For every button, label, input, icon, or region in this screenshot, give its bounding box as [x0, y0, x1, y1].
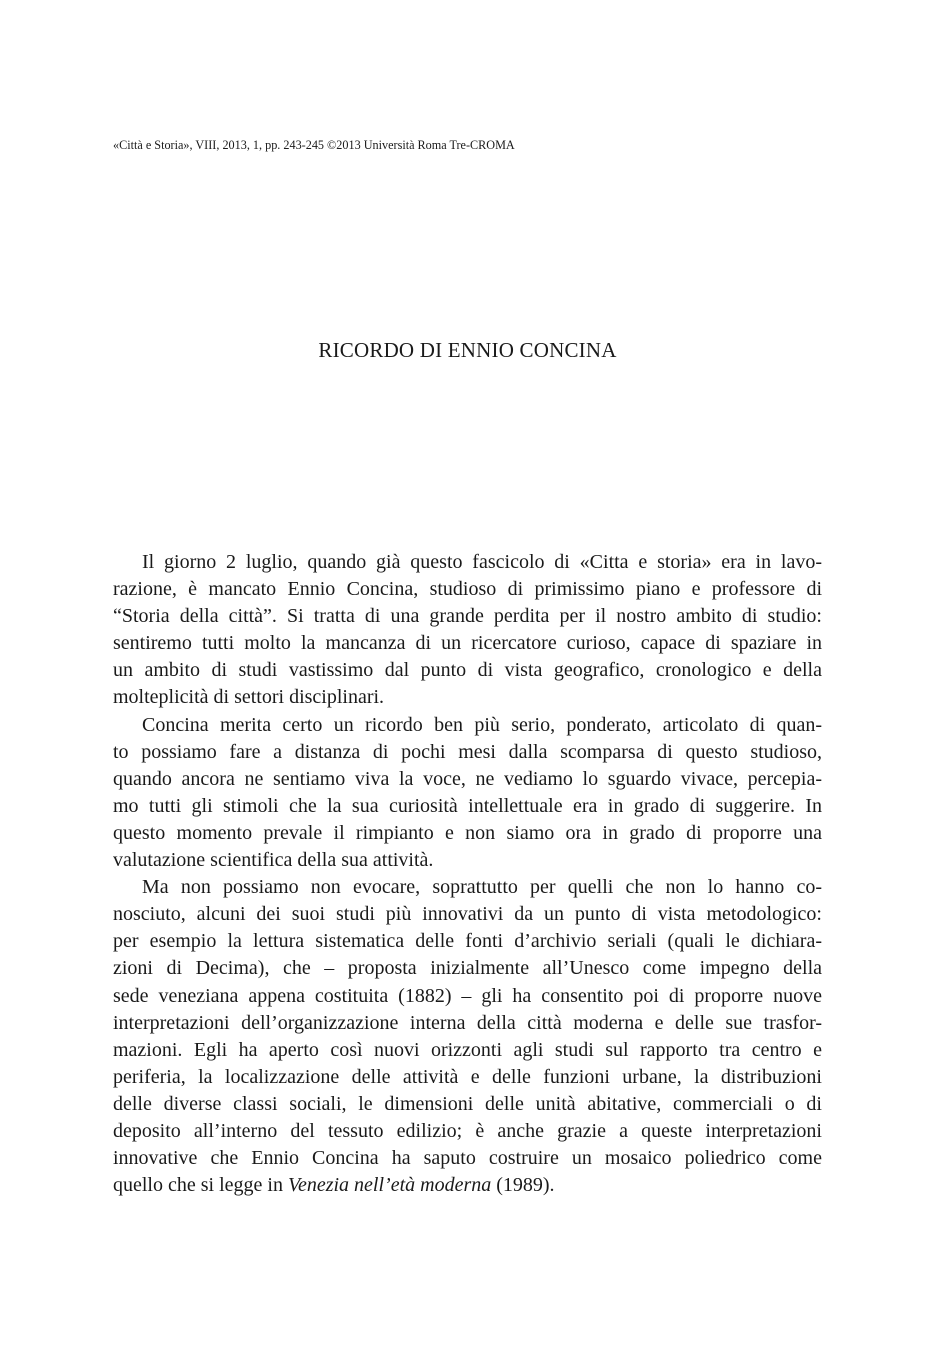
text-line: interpretazioni dell’organizzazione interna della città moderna e delle sue trasfor- — [113, 1011, 822, 1034]
closing-line-before: quello che si legge in — [113, 1174, 288, 1197]
text-line: nosciuto, alcuni dei suoi studi più innovativi da un punto di vista metodologico: — [113, 903, 822, 926]
text-line: sede veneziana appena costituita (1882) – gli ha consentito poi di proporre nuove — [113, 984, 822, 1007]
text-line: Ma non possiamo non evocare, soprattutto per quelli che non lo hanno co- — [142, 876, 822, 899]
running-head: «Città e Storia», VIII, 2013, 1, pp. 243-245 ©2013 Università Roma Tre-CROMA — [113, 138, 515, 152]
text-line: “Storia della città”. Si tratta di una grande perdita per il nostro ambito di studio: — [113, 605, 822, 628]
text-line: Il giorno 2 luglio, quando già questo fascicolo di «Citta e storia» era in lavo- — [142, 551, 822, 573]
text-line: mo tutti gli stimoli che la sua curiosità intellettuale era in grado di suggerire. In — [113, 794, 822, 817]
text-line: innovative che Ennio Concina ha saputo costruire un mosaico poliedrico come — [113, 1147, 822, 1170]
text-line: zioni di Decima), che – proposta inizialmente all’Unesco come impegno della — [113, 957, 822, 980]
book-title: Venezia nell’età moderna — [287, 1174, 492, 1197]
article-body — [113, 549, 822, 1199]
text-line: periferia, la localizzazione delle attività e delle funzioni urbane, la distribuzioni — [113, 1065, 822, 1088]
text-line: valutazione scientifica della sua attività. — [113, 849, 434, 872]
text-line: Concina merita certo un ricordo ben più serio, ponderato, articolato di quan- — [142, 713, 822, 736]
text-line: deposito all’interno del tessuto edilizio; è anche grazie a queste interpretazioni — [113, 1119, 822, 1142]
article-title: RICORDO DI ENNIO CONCINA — [318, 338, 617, 362]
text-line: razione, è mancato Ennio Concina, studioso di primissimo piano e professore di — [113, 578, 822, 601]
text-line: questo momento prevale il rimpianto e non siamo ora in grado di proporre una — [113, 821, 822, 844]
text-line: molteplicità di settori disciplinari. — [113, 686, 385, 709]
text-line: quando ancora ne sentiamo viva la voce, ne vediamo lo sguardo vivace, percepia- — [113, 767, 822, 790]
text-line: to possiamo fare a distanza di pochi mesi dalla scomparsa di questo studioso, — [113, 740, 822, 763]
text-line: sentiremo tutti molto la mancanza di un ricercatore curioso, capace di spaziare in — [113, 632, 822, 655]
text-line: per esempio la lettura sistematica delle fonti d’archivio seriali (quali le dichiara- — [113, 930, 822, 953]
text-line: mazioni. Egli ha aperto così nuovi orizzonti agli studi sul rapporto tra centro e — [113, 1038, 822, 1061]
text-line: delle diverse classi sociali, le dimensioni delle unità abitative, commerciali o di — [113, 1092, 822, 1115]
text-line: un ambito di studi vastissimo dal punto di vista geografico, cronologico e della — [113, 659, 822, 682]
closing-line-after: (1989). — [491, 1174, 555, 1197]
closing-line — [113, 1172, 822, 1199]
